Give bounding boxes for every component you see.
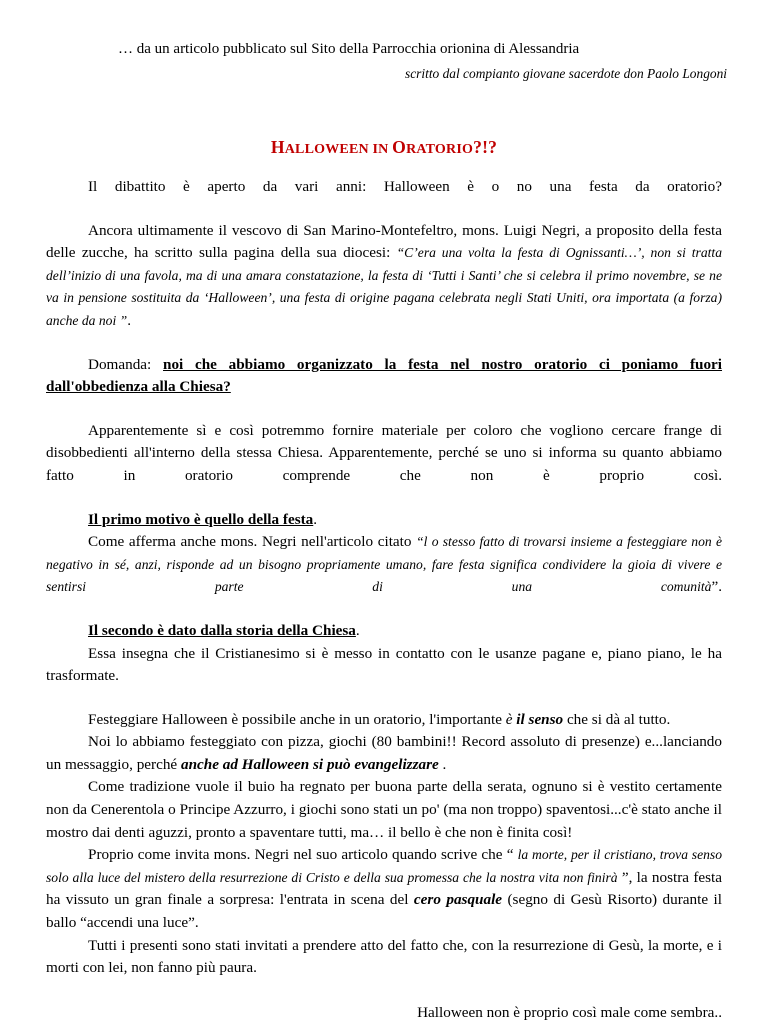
paragraph-6 bbox=[46, 531, 722, 599]
second-reason-heading: Il secondo è dato dalla storia della Chiesa bbox=[88, 621, 356, 639]
p2-text: Ancora ultimamente il vescovo di San Marino-Montefeltro, mons. Luigi Negri, a proposito della festa delle zucche, ha scritto sulla pagina della sua diocesi: bbox=[46, 221, 722, 262]
p3-question: noi che abbiamo organizzato la festa nel nostro oratorio ci poniamo fuori dall'obbedienza alla Chiesa? bbox=[46, 355, 723, 396]
p6-quote: “l o stesso fatto di trovarsi insieme a festeggiare non è negativo in sé, anzi, risponde ad un bisogno propriamente umano, fare festa significa condividere la gioia di vivere e sentirsi parte di una comunità bbox=[46, 534, 722, 595]
title-word-2: RATORIO bbox=[406, 142, 474, 157]
p12-emphasis: cero pasquale bbox=[413, 891, 503, 909]
paragraph-9 bbox=[46, 709, 722, 732]
title-initial-o: O bbox=[392, 137, 407, 157]
paragraph-1: Il dibattito è aperto da vari anni: Halloween è o no una festa da oratorio? bbox=[88, 178, 722, 195]
paragraph-8: Essa insegna che il Cristianesimo si è messo in contatto con le usanze pagane e, piano piano, le ha trasformate. bbox=[46, 644, 722, 685]
paragraph-4: Apparentemente sì e così potremmo fornire materiale per coloro che vogliono cercare frange di disobbedienti all'interno della stessa Chiesa. Apparentemente, perché se uno si informa su quanto abbiamo fatto in oratorio comprende che non è proprio così. bbox=[46, 421, 722, 484]
p3-label: Domanda: bbox=[88, 355, 163, 373]
p10-end: . bbox=[438, 755, 447, 773]
p9-end: che si dà al tutto. bbox=[563, 710, 671, 728]
p5-end: . bbox=[313, 510, 318, 528]
paragraph-13: Tutti i presenti sono stati invitati a prendere atto del fatto che, con la resurrezione di Gesù, la morte, e i morti con lei, non fanno più paura. bbox=[46, 936, 722, 977]
p6-text: Come afferma anche mons. Negri nell'articolo citato bbox=[88, 533, 417, 551]
paragraph-10 bbox=[46, 731, 722, 776]
p2-end: . bbox=[127, 311, 131, 329]
p9-text: Festeggiare Halloween è possibile anche in un oratorio, l'importante bbox=[88, 710, 506, 728]
p2-quote: “C’era una volta la festa di Ognissanti…’, non si tratta dell’inizio di una favola, ma di una amara constatazione, la festa di ‘Tutti i Santi’ che si celebra il primo novembre, se ne va in pensione sostituita da ‘Halloween’, una festa di origine pagana celebrata negli Stati Uniti, ora importata (a forza) anche da noi ” bbox=[46, 245, 722, 328]
paragraph-12 bbox=[46, 844, 722, 934]
p12-end: (segno di Gesù Risorto) durante il ballo “accendi una luce”. bbox=[46, 891, 722, 932]
title-initial-h: H bbox=[270, 137, 285, 157]
closing-line: Halloween non è proprio così male come sembra.. bbox=[417, 1003, 722, 1021]
title-punct: ?!? bbox=[473, 137, 498, 157]
p10-text: Noi lo abbiamo festeggiato con pizza, giochi (80 bambini!! Record assoluto di presenze) e...lanciando un messaggio, perché bbox=[46, 733, 722, 773]
p9-verb: è bbox=[505, 710, 513, 728]
p7-end: . bbox=[355, 621, 360, 639]
paragraph-2 bbox=[46, 220, 722, 333]
article-title bbox=[0, 137, 768, 158]
p12-quote: la morte, per il cristiano, trova senso solo alla luce del mistero della resurrezione di Cristo e della sua promessa che la nostra vita non finirà bbox=[46, 847, 723, 885]
p6-end: ”. bbox=[711, 578, 722, 596]
paragraph-3 bbox=[46, 354, 722, 399]
article-body bbox=[46, 176, 722, 1024]
p12-text-2: ”, la nostra festa ha vissuto un gran finale a sorpresa: l'entrata in scena del bbox=[46, 868, 722, 909]
p10-emphasis: anche ad Halloween si può evangelizzare bbox=[180, 755, 439, 773]
p9-emphasis: il senso bbox=[516, 710, 564, 728]
paragraph-5 bbox=[46, 509, 722, 532]
paragraph-7 bbox=[46, 620, 722, 643]
title-word-1: ALLOWEEN IN bbox=[284, 142, 393, 157]
p12-text: Proprio come invita mons. Negri nel suo articolo quando scrive che “ bbox=[88, 846, 518, 864]
source-line: … da un articolo pubblicato sul Sito della Parrocchia orionina di Alessandria bbox=[118, 41, 580, 57]
author-line: scritto dal compianto giovane sacerdote don Paolo Longoni bbox=[405, 66, 727, 81]
paragraph-11: Come tradizione vuole il buio ha regnato per buona parte della serata, ognuno si è vestito certamente non da Cenerentola o Principe Azzurro, i giochi sono stati un po' (ma non troppo) spaventosi...c'è stato anche il mostro dai denti aguzzi, pronto a spaventare tutti, ma… il bello è che non è finita così! bbox=[46, 778, 722, 841]
first-reason-heading: Il primo motivo è quello della festa bbox=[88, 510, 314, 528]
